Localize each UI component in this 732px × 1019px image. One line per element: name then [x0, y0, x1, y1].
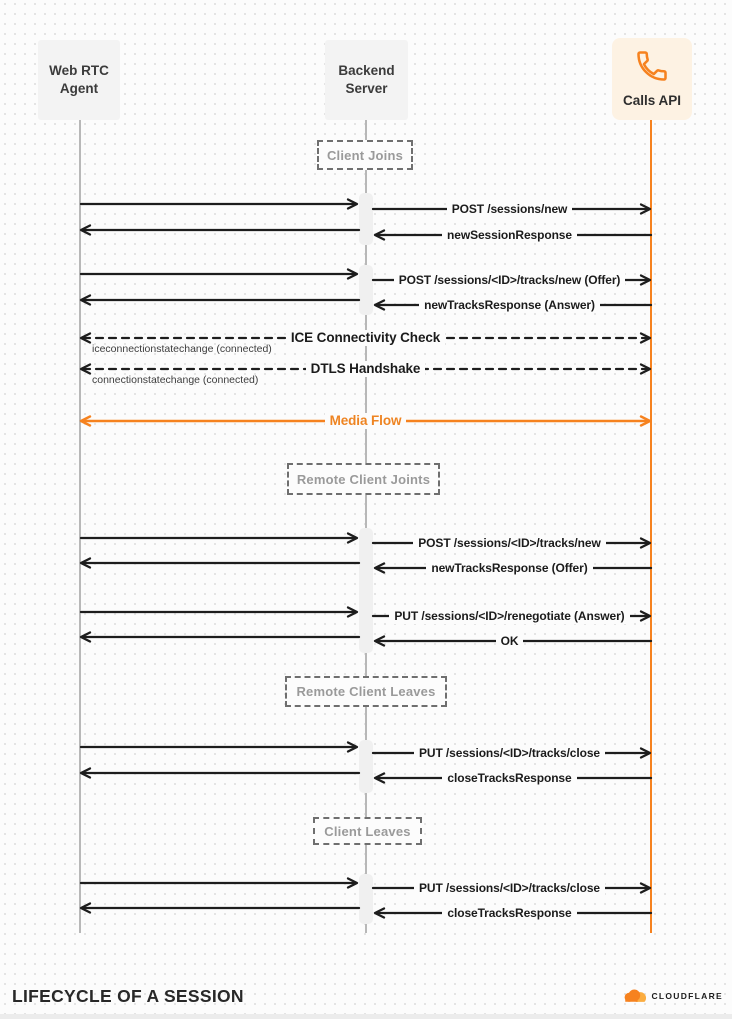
actor-label: Calls API [622, 93, 682, 109]
message-label [80, 361, 651, 377]
message-label-text: PUT /sessions/<ID>/tracks/close [414, 745, 605, 761]
message-label [373, 227, 646, 243]
actor-label: Web RTC Agent [49, 63, 109, 96]
cloudflare-logo [622, 988, 723, 1004]
actor-label: Backend Server [338, 63, 395, 96]
section-label: Remote Client Leaves [296, 684, 436, 699]
message-label [373, 633, 646, 649]
message-label-text: POST /sessions/<ID>/tracks/new (Offer) [394, 272, 626, 288]
message-label [373, 770, 646, 786]
message-label-text: OK [496, 633, 524, 649]
message-label [373, 880, 646, 896]
message-label-text: DTLS Handshake [306, 361, 426, 377]
message-label [373, 201, 646, 217]
message-label-text: closeTracksResponse [442, 905, 576, 921]
message-label-text: ICE Connectivity Check [286, 330, 445, 346]
message-label-text: newSessionResponse [442, 227, 577, 243]
message-label-text: newTracksResponse (Offer) [426, 560, 592, 576]
message-label [80, 330, 651, 346]
message-label-text: PUT /sessions/<ID>/renegotiate (Answer) [389, 608, 629, 624]
message-label [373, 905, 646, 921]
message-label-text: POST /sessions/<ID>/tracks/new [413, 535, 605, 551]
cloudflare-cloud-icon [622, 988, 648, 1004]
message-label-text: POST /sessions/new [447, 201, 573, 217]
message-label-text: PUT /sessions/<ID>/tracks/close [414, 880, 605, 896]
message-label [373, 297, 646, 313]
page-title: LIFECYCLE OF A SESSION [12, 986, 244, 1006]
message-label [373, 745, 646, 761]
event-sublabel: iceconnectionstatechange (connected) [92, 343, 272, 355]
message-label [373, 535, 646, 551]
message-label-text: newTracksResponse (Answer) [419, 297, 600, 313]
message-label [80, 413, 651, 429]
event-sublabel: connectionstatechange (connected) [92, 374, 259, 386]
message-label-text: Media Flow [325, 413, 407, 429]
cloudflare-wordmark: CLOUDFLARE [651, 991, 723, 1001]
section-label: Client Joins [326, 147, 404, 163]
bottom-edge [0, 1014, 732, 1019]
section-label: Client Leaves [324, 823, 411, 839]
message-label [373, 560, 646, 576]
message-label-text: closeTracksResponse [442, 770, 576, 786]
section-label: Remote Client Joints [296, 471, 431, 487]
message-label [373, 272, 646, 288]
message-label [373, 608, 646, 624]
